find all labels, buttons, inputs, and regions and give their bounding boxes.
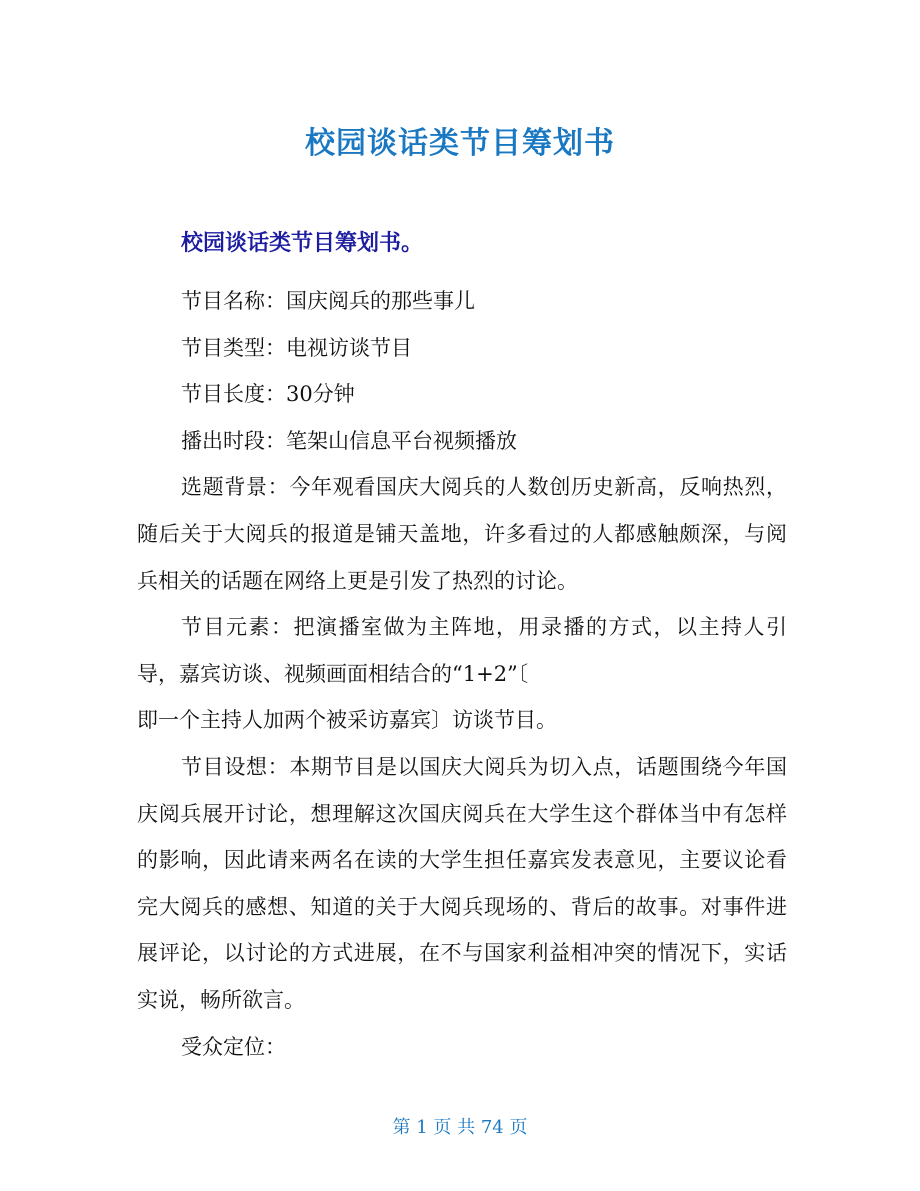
page-number-footer: 第 1 页 共 74 页 [392, 1117, 528, 1138]
document-title: 校园谈话类节目筹划书 [305, 126, 615, 161]
paragraph-target-audience: 受众定位： [181, 1034, 286, 1059]
document-body [137, 278, 787, 1070]
paragraph-program-length: 节目长度：30分钟 [181, 382, 355, 407]
paragraph-program-type: 节目类型：电视访谈节目 [181, 335, 412, 360]
paragraph-program-name: 节目名称：国庆阅兵的那些事儿 [181, 289, 475, 313]
paragraph-program-elements-continued: 即一个主持人加两个被采访嘉宾〕访谈节目。 [137, 708, 557, 733]
document-subtitle: 校园谈话类节目筹划书。 [181, 231, 424, 256]
paragraph-program-concept: 节目设想：本期节目是以国庆大阅兵为切入点，话题围绕今年国庆阅兵展开讨论，想理解这次国庆阅兵在大学生这个群体当中有怎样的影响，因此请来两名在读的大学生担任嘉宾发表意见，主要议论看完大阅兵的感想、知道的关于大阅兵现场的、背后的故事。对事件进展评论，以讨论的方式进展，在不与国家利益相冲突的情况下，实话实说，畅所欲言。 [137, 754, 787, 1012]
paragraph-program-elements: 节目元素：把演播室做为主阵地，用录播的方式，以主持人引导，嘉宾访谈、视频画面相结合的“1+2”〔 [137, 615, 787, 686]
paragraph-broadcast-slot: 播出时段：笔架山信息平台视频播放 [181, 428, 517, 453]
paragraph-topic-background: 选题背景：今年观看国庆大阅兵的人数创历史新高，反响热烈，随后关于大阅兵的报道是铺天盖地，许多看过的人都感触颇深，与阅兵相关的话题在网络上更是引发了热烈的讨论。 [137, 475, 787, 593]
